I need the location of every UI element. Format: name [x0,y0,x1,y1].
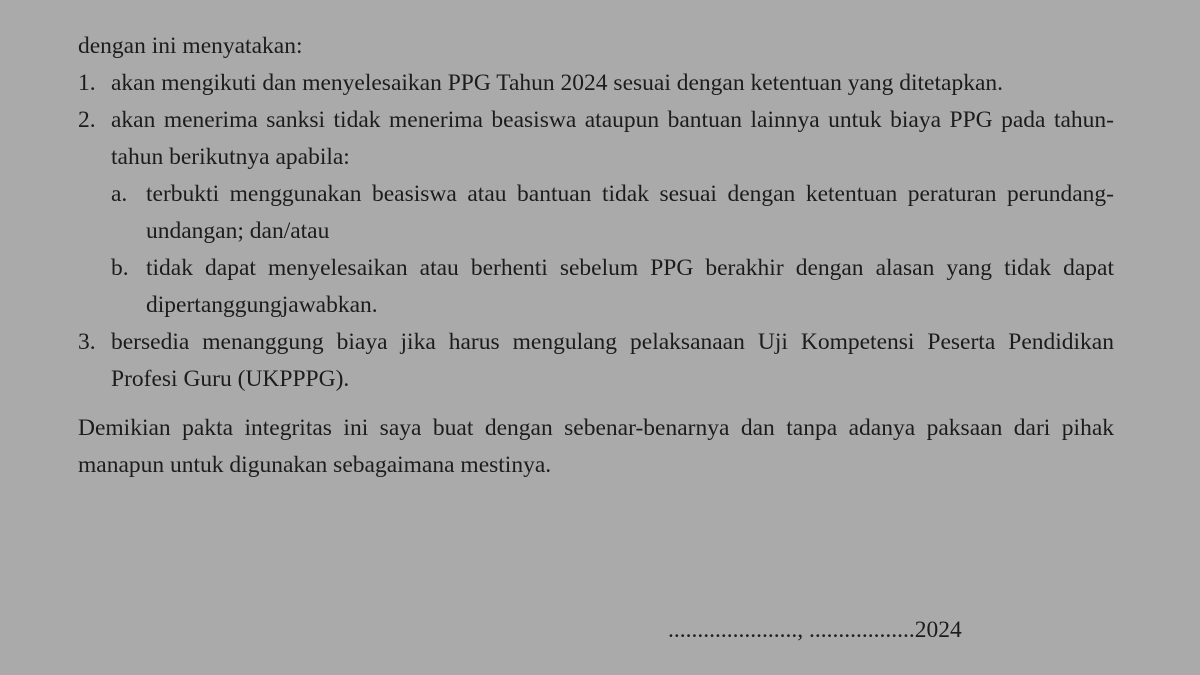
list-item-3 [78,324,1114,398]
sub-list-text: terbukti menggunakan beasiswa atau bantuan tidak sesuai dengan ketentuan peraturan perundang-undangan; dan/atau [146,181,1114,244]
sub-list-letter: a. [111,181,128,207]
list-text: akan menerima sanksi tidak menerima beasiswa ataupun bantuan lainnya untuk biaya PPG pada tahun-tahun berikutnya apabila: [111,107,1114,170]
list-text: bersedia menanggung biaya jika harus mengulang pelaksanaan Uji Kompetensi Peserta Pendidikan Profesi Guru (UKPPPG). [111,329,1114,392]
list-item-2 [78,102,1114,176]
sub-list-letter: b. [111,255,129,281]
sub-list-item-b [78,250,1114,324]
place-date-line: ......................, ..................2024 [668,617,962,643]
intro-statement: dengan ini menyatakan: [78,33,303,59]
list-item-1 [78,65,1114,102]
sub-list-item-a [78,176,1114,250]
sub-list-text: tidak dapat menyelesaikan atau berhenti sebelum PPG berakhir dengan alasan yang tidak dapat dipertanggungjawabkan. [146,255,1114,318]
list-number: 3. [78,329,96,355]
list-text: akan mengikuti dan menyelesaikan PPG Tahun 2024 sesuai dengan ketentuan yang ditetapkan. [111,70,1004,96]
document-body [78,28,1114,484]
list-number: 2. [78,107,96,133]
closing-statement: Demikian pakta integritas ini saya buat dengan sebenar-benarnya dan tanpa adanya paksaan dari pihak manapun untuk digunakan sebagaimana mestinya. [78,415,1114,478]
list-number: 1. [78,70,96,96]
